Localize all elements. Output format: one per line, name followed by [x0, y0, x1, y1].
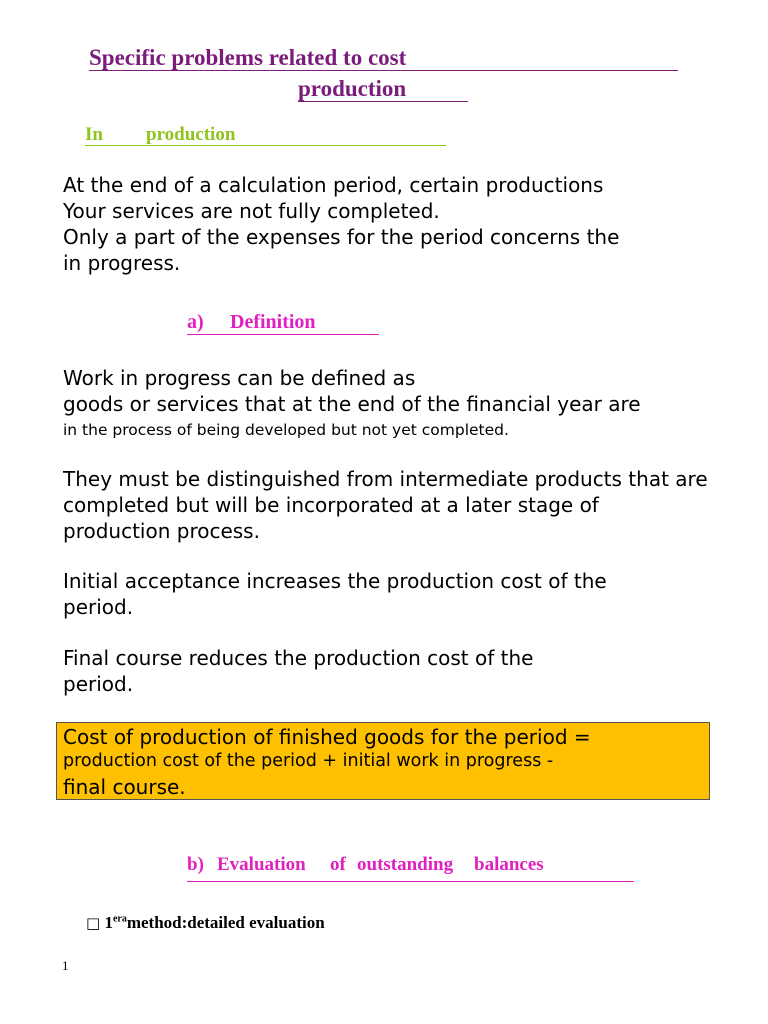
document-title-line1: Specific problems related to cost — [89, 45, 407, 70]
definition-line-1: Work in progress can be defined as — [63, 366, 416, 390]
initial-paragraph — [63, 568, 607, 620]
intro-paragraph — [63, 172, 619, 276]
checkbox-bullet-icon: □ — [86, 914, 101, 932]
intro-line-1: At the end of a calculation period, certain productions — [63, 173, 604, 197]
method-text: method:detailed evaluation — [126, 913, 325, 932]
initial-line-2: period. — [63, 595, 134, 619]
title-underline-2 — [298, 101, 468, 102]
definition-line-3: in the process of being developed but not yet completed. — [63, 421, 509, 439]
distinguish-line-3: production process. — [63, 519, 260, 543]
subheading-in: In — [85, 124, 103, 145]
initial-line-1: Initial acceptance increases the production cost of the — [63, 569, 607, 593]
page-number: 1 — [62, 958, 69, 973]
definition-paragraph — [63, 365, 641, 443]
distinguish-line-2: completed but will be incorporated at a later stage of — [63, 493, 599, 517]
section-a-label: a) — [187, 311, 204, 333]
intro-line-3: Only a part of the expenses for the period concerns the — [63, 225, 620, 249]
intro-line-2: Your services are not fully completed. — [63, 199, 440, 223]
definition-line-2: goods or services that at the end of the financial year are — [63, 392, 641, 416]
section-b-label: b) — [187, 854, 204, 875]
final-line-2: period. — [63, 672, 134, 696]
section-a-underline — [187, 334, 379, 335]
distinguish-paragraph — [63, 466, 708, 544]
subheading-underline — [85, 145, 446, 146]
section-a-title: Definition — [230, 311, 316, 333]
section-b-word-3: outstanding — [357, 854, 454, 875]
method-line — [86, 913, 325, 933]
subheading-production: production — [146, 124, 236, 145]
section-b-word-2: of — [330, 854, 346, 875]
formula-line-2: production cost of the period + initial work in progress - — [63, 751, 554, 771]
document-title-line2: production — [298, 76, 407, 101]
intro-line-4: in progress. — [63, 251, 181, 275]
section-b-word-4: balances — [474, 854, 544, 875]
method-number: 1 — [104, 913, 113, 932]
title-underline-1 — [89, 70, 678, 71]
formula-line-3: final course. — [63, 775, 186, 799]
final-paragraph — [63, 645, 533, 697]
final-line-1: Final course reduces the production cost of the — [63, 646, 534, 670]
section-b-word-1: Evaluation — [217, 854, 306, 875]
formula-highlight-box — [56, 722, 710, 800]
method-superscript: era — [112, 913, 127, 925]
section-b-underline — [187, 881, 634, 882]
formula-line-1: Cost of production of finished goods for the period = — [63, 725, 591, 749]
distinguish-line-1: They must be distinguished from intermediate products that are — [63, 467, 708, 491]
